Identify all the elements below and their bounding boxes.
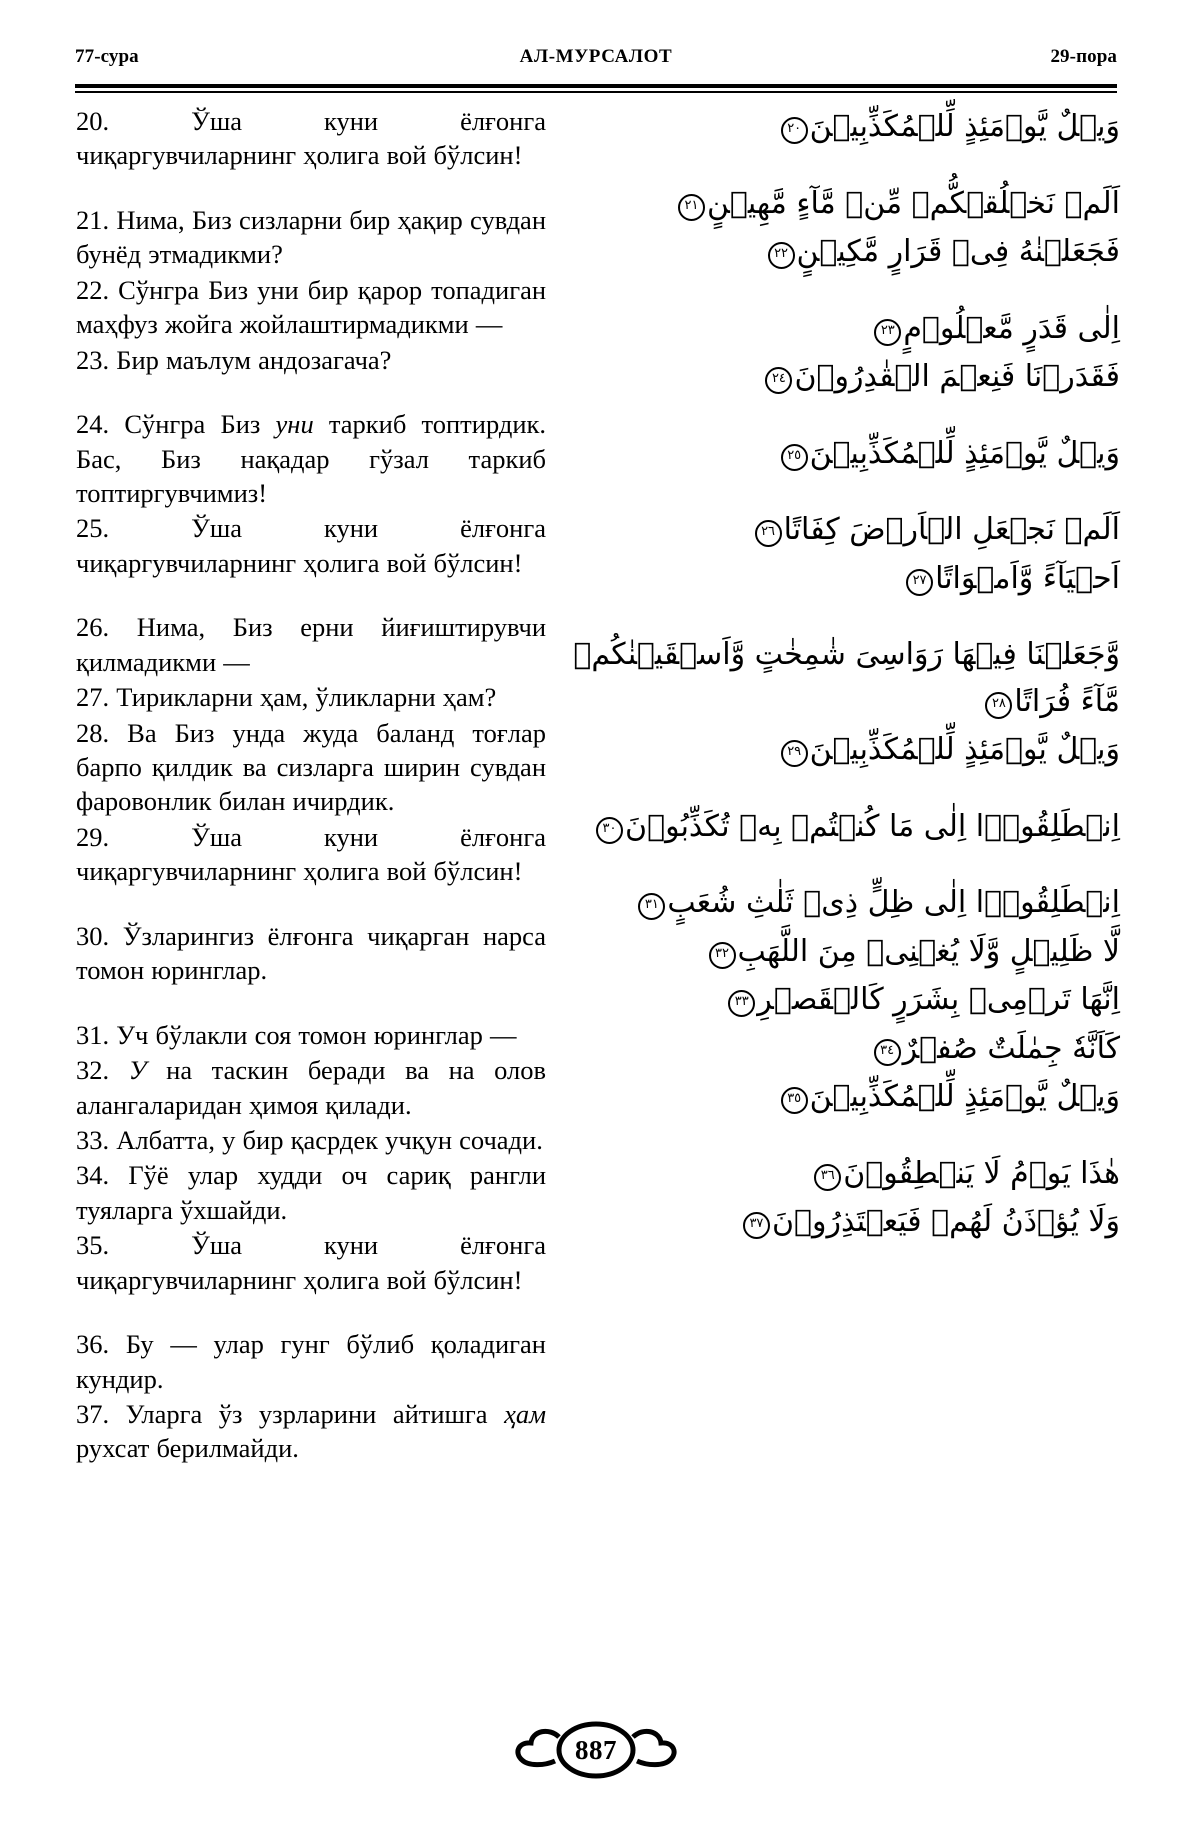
arabic-line	[600, 1151, 1120, 1198]
verse-text: Ўша куни ёлғонга чиқаргувчиларнинг ҳолига вой бўлсин!	[76, 513, 546, 578]
arabic-verse	[600, 431, 1120, 478]
arabic-text: اِلٰى قَدَرٍ مَّعۡلُوۡمٍ	[903, 310, 1120, 346]
verse-number: 36.	[76, 1329, 110, 1360]
verse-number: 20.	[76, 106, 110, 136]
arabic-text: فَقَدَرۡنَا فَنِعۡمَ الۡقٰدِرُوۡنَ	[794, 359, 1120, 394]
arabic-line	[600, 804, 1120, 851]
verse-text: Албатта, у бир қасрдек учқун сочади.	[116, 1124, 543, 1155]
folio-ornament	[508, 1719, 684, 1781]
arabic-text: كَاَنَّهٗ جِمٰلَتٌ صُفۡرٌ	[902, 1030, 1120, 1066]
ayah-number-marker: ٣٠	[596, 817, 623, 844]
running-header	[75, 46, 1117, 76]
arabic-text: اِنۡطَلِقُوۡۤا اِلٰى ظِلٍّ ذِىۡ ثَلٰثِ شُعَبٍ	[667, 885, 1120, 920]
header-juz-label: 29-пора	[1050, 46, 1117, 67]
verse-number: 26.	[76, 612, 110, 643]
ayah-number-marker: ٢٩	[781, 740, 808, 767]
arabic-line	[600, 727, 1120, 774]
arabic-line	[600, 679, 1120, 726]
translation-verse	[76, 1158, 546, 1227]
verse-text: Ўша куни ёлғонга чиқаргувчиларнинг ҳолига вой бўлсин!	[76, 821, 546, 887]
header-rule-thick	[75, 84, 1117, 88]
arabic-verse	[600, 977, 1120, 1024]
verse-emphasis: уни	[275, 409, 314, 440]
arabic-verse	[600, 727, 1120, 774]
verse-number: 24.	[76, 409, 110, 440]
arabic-line	[600, 229, 1120, 276]
arabic-verse	[600, 929, 1120, 976]
verse-text: Сўнгра Биз	[124, 409, 276, 440]
verse-text: Ва Биз унда жуда баланд тоғлар барпо қилдик ва сизларга ширин сувдан фаровонлик билан ичирдик.	[76, 717, 546, 817]
translation-verse	[76, 919, 546, 988]
header-surah-label: 77-сура	[75, 46, 139, 67]
arabic-text: وَّجَعَلۡنَا فِيۡهَا رَوَاسِىَ شٰمِخٰتٍ وَّاَسۡقَيۡنٰكُمۡ	[573, 637, 1120, 672]
verse-text: Нима, Биз ерни йиғиштирувчи қилмадикми —	[76, 612, 547, 677]
translation-verse	[76, 511, 546, 580]
arabic-text: فَجَعَلۡنٰهُ فِىۡ قَرَارٍ مَّكِيۡنٍ	[796, 234, 1120, 269]
verse-text: Тирикларни ҳам, ўликларни ҳам?	[116, 682, 497, 713]
ayah-number-marker: ٣١	[638, 893, 665, 920]
arabic-verse	[600, 880, 1120, 927]
verse-text: Ўша куни ёлғонга чиқаргувчиларнинг ҳолига вой бўлсин!	[76, 1230, 546, 1295]
translation-verse	[76, 273, 546, 342]
arabic-line	[600, 431, 1120, 478]
ayah-number-marker: ٣٥	[781, 1087, 808, 1114]
translation-verse	[76, 610, 546, 679]
translation-verse	[76, 1053, 546, 1122]
verse-number: 22.	[76, 274, 110, 305]
verse-text: Бу — улар гунг бўлиб қоладиган кундир.	[76, 1329, 546, 1394]
ayah-number-marker: ٣٣	[728, 990, 755, 1017]
verse-number: 30.	[76, 920, 110, 951]
translation-verse	[76, 407, 546, 510]
arabic-text: وَيۡلٌ يَّوۡمَئِذٍ لِّلۡمُكَذِّبِيۡنَ	[809, 435, 1120, 471]
arabic-verse	[600, 1074, 1120, 1121]
verse-number: 25.	[76, 513, 110, 544]
folio	[0, 1719, 1192, 1781]
arabic-text: وَيۡلٌ يَّوۡمَئِذٍ لِّلۡمُكَذِّبِيۡنَ	[809, 1079, 1120, 1114]
verse-number: 32.	[76, 1055, 110, 1086]
translation-verse	[76, 1228, 546, 1297]
ayah-number-marker: ٢٢	[768, 242, 795, 269]
header-surah-title: АЛ-МУРСАЛОТ	[519, 46, 673, 67]
translation-verse	[76, 343, 546, 377]
arabic-line	[600, 1026, 1120, 1073]
ayah-number-marker: ٣٧	[743, 1212, 770, 1239]
ayah-number-marker: ٢٧	[906, 569, 933, 596]
arabic-line	[600, 104, 1120, 151]
arabic-text: هٰذَا يَوۡمُ لَا يَنۡطِقُوۡنَ	[843, 1155, 1120, 1191]
translation-verse	[76, 1018, 546, 1052]
verse-text: Уларга ўз узрларини айтишга	[125, 1399, 505, 1429]
translation-verse	[76, 203, 546, 272]
arabic-text: مَّآءً فُرَاتًا	[1014, 683, 1120, 719]
verse-number: 33.	[76, 1124, 110, 1155]
arabic-text: اِنَّهَا تَرۡمِىۡ بِشَرَرٍ كَالۡقَصۡرِ	[757, 982, 1120, 1017]
arabic-line	[600, 1199, 1120, 1246]
verse-emphasis: ҳам	[504, 1399, 546, 1429]
arabic-text: اَحۡيَآءً وَّاَمۡوَاتًا	[935, 560, 1120, 596]
verse-emphasis: У	[128, 1055, 147, 1086]
ayah-number-marker: ٣٢	[709, 942, 736, 969]
arabic-text: وَلَا يُؤۡذَنُ لَهُمۡ فَيَعۡتَذِرُوۡنَ	[771, 1204, 1120, 1239]
verse-text: таркиб топтирдик. Бас, Биз нақадар гўзал таркиб топтиргувчимиз!	[76, 409, 547, 508]
arabic-verse	[600, 104, 1120, 151]
arabic-line	[600, 880, 1120, 927]
verse-text: Гўё улар худди оч сариқ рангли туяларга ўхшайди.	[76, 1160, 547, 1225]
arabic-verse	[600, 354, 1120, 401]
arabic-text: اَلَمۡ نَخۡلُقۡكُّمۡ مِّنۡ مَّآءٍ مَّهِيۡنٍ	[707, 185, 1120, 221]
verse-number: 23.	[76, 344, 110, 375]
arabic-line	[600, 929, 1120, 976]
translation-verse	[76, 680, 546, 714]
page-number: 887	[575, 1734, 617, 1765]
arabic-verse	[600, 181, 1120, 228]
arabic-verse	[573, 632, 1120, 725]
translation-column	[76, 104, 546, 1467]
verse-number: 37.	[76, 1399, 110, 1429]
arabic-text: اِنۡطَلِقُوۡۤا اِلٰى مَا كُنۡتُمۡ بِهٖ تُكَذِّبُوۡنَ	[625, 808, 1120, 844]
translation-verse	[76, 1327, 546, 1396]
header-rule-thin	[75, 91, 1117, 93]
verse-text: Нима, Биз сизларни бир ҳақир сувдан бунёд этмадикми?	[76, 204, 547, 270]
arabic-line	[600, 354, 1120, 401]
arabic-verse	[600, 306, 1120, 353]
verse-number: 28.	[76, 717, 110, 748]
verse-text: Бир маълум андозагача?	[116, 344, 392, 375]
arabic-line	[600, 1074, 1120, 1121]
ayah-number-marker: ٣٤	[874, 1039, 901, 1066]
ayah-number-marker: ٢٠	[781, 117, 808, 144]
arabic-verse	[600, 1026, 1120, 1073]
verse-number: 35.	[76, 1230, 110, 1261]
verse-text: Уч бўлакли соя томон юринглар —	[116, 1019, 517, 1050]
arabic-verse	[600, 507, 1120, 554]
ayah-number-marker: ٢٤	[765, 367, 792, 394]
ayah-number-marker: ٢٥	[781, 444, 808, 471]
translation-verse	[76, 1123, 546, 1157]
ayah-number-marker: ٢٨	[985, 692, 1012, 719]
translation-verse	[76, 820, 546, 889]
arabic-verse	[600, 804, 1120, 851]
arabic-line	[600, 306, 1120, 353]
verse-text: на таскин беради ва на олов алангаларидан ҳимоя қилади.	[76, 1055, 546, 1120]
arabic-column	[573, 104, 1120, 1248]
arabic-line	[573, 632, 1120, 679]
verse-text: рухсат берилмайди.	[76, 1433, 299, 1464]
arabic-verse	[600, 556, 1120, 603]
verse-text: Ўша куни ёлғонга чиқаргувчиларнинг ҳолига вой бўлсин!	[76, 106, 546, 171]
arabic-line	[600, 507, 1120, 554]
arabic-line	[600, 556, 1120, 603]
arabic-verse	[600, 229, 1120, 276]
verse-number: 27.	[76, 682, 110, 713]
ayah-number-marker: ٢١	[678, 194, 705, 221]
page-body	[0, 104, 1192, 1684]
translation-verse	[76, 104, 546, 173]
translation-verse	[76, 1397, 546, 1466]
arabic-line	[600, 977, 1120, 1024]
ayah-number-marker: ٣٦	[814, 1164, 841, 1191]
ayah-number-marker: ٢٦	[755, 520, 782, 547]
arabic-verse	[600, 1151, 1120, 1198]
ayah-number-marker: ٢٣	[874, 319, 901, 346]
verse-number: 21.	[76, 204, 110, 235]
arabic-text: لَّا ظَلِيۡلٍ وَّلَا يُغۡنِىۡ مِنَ اللَّهَبِ	[737, 933, 1120, 969]
verse-text: Сўнгра Биз уни бир қарор топадиган маҳфуз жойга жойлаштирмадикми —	[76, 274, 547, 340]
arabic-text: وَيۡلٌ يَّوۡمَئِذٍ لِّلۡمُكَذِّبِيۡنَ	[809, 732, 1120, 767]
arabic-text: اَلَمۡ نَجۡعَلِ الۡاَرۡضَ كِفَاتًا	[783, 512, 1120, 547]
verse-number: 34.	[76, 1160, 110, 1191]
arabic-line	[600, 181, 1120, 228]
verse-number: 31.	[76, 1019, 110, 1050]
verse-text: Ўзларингиз ёлғонга чиқарган нарса томон юринглар.	[76, 920, 546, 986]
arabic-verse	[600, 1199, 1120, 1246]
verse-number: 29.	[76, 821, 110, 852]
arabic-text: وَيۡلٌ يَّوۡمَئِذٍ لِّلۡمُكَذِّبِيۡنَ	[809, 109, 1120, 144]
translation-verse	[76, 716, 546, 819]
